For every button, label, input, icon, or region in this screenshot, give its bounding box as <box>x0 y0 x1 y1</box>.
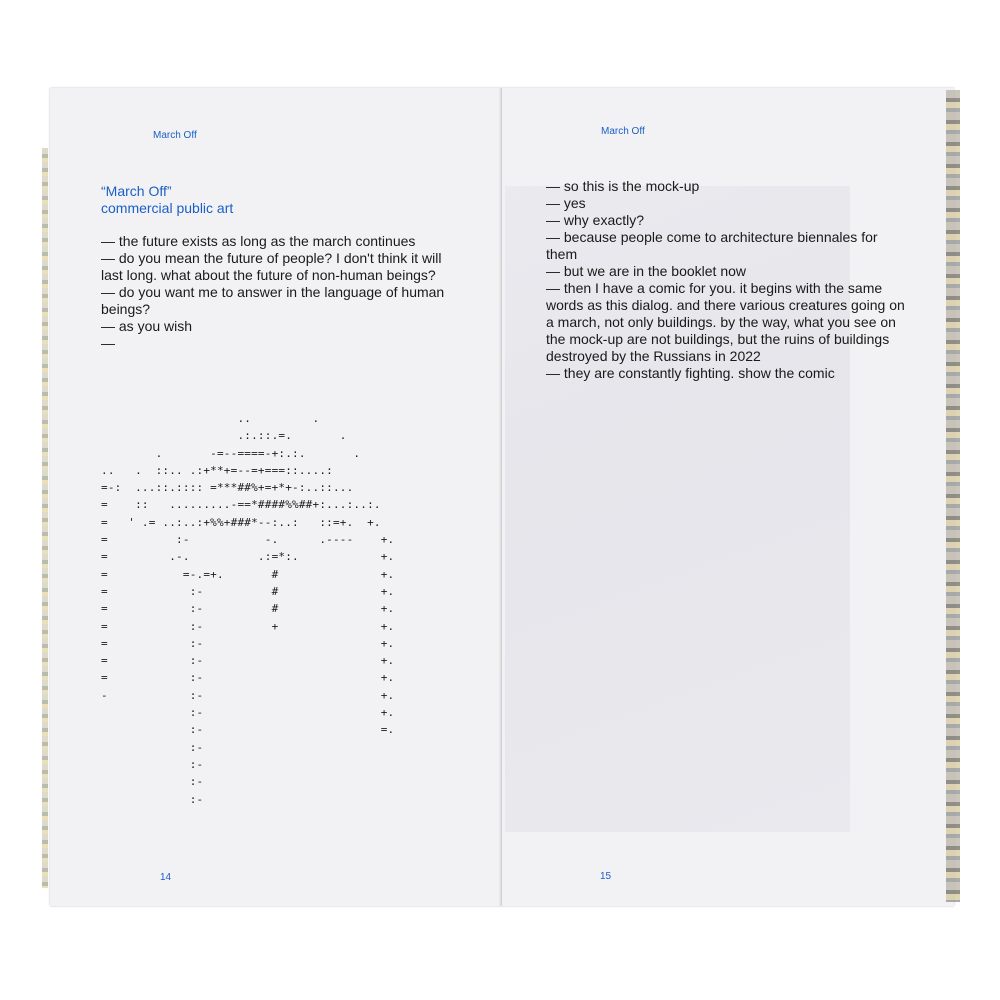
dialog-left <box>101 233 446 352</box>
open-booklet <box>46 88 960 906</box>
dialog-line: — but we are in the booklet now <box>546 263 747 279</box>
running-header-right: March Off <box>601 126 645 137</box>
dialog-line: — they are constantly fighting. show the comic <box>546 365 835 381</box>
article-subtitle: commercial public art <box>101 200 234 216</box>
dialog-line: — do you mean the future of people? I don't think it will last long. what about the future of non-human beings? <box>101 250 442 283</box>
dialog-line: — so this is the mock-up <box>546 178 700 194</box>
left-page <box>50 88 502 906</box>
dialog-line: — <box>101 335 115 351</box>
page-number-left: 14 <box>160 872 172 883</box>
article-title-block <box>101 183 233 217</box>
booklet-edge-right <box>946 90 960 902</box>
dialog-line: — why exactly? <box>546 212 645 228</box>
article-title: “March Off” <box>101 183 172 199</box>
dialog-line: — yes <box>546 195 586 211</box>
dialog-line: — do you want me to answer in the language of human beings? <box>101 284 445 317</box>
running-header-left: March Off <box>153 130 197 141</box>
booklet-edge-left <box>42 148 48 888</box>
dialog-line: — because people come to architecture biennales for them <box>546 229 878 262</box>
right-page <box>502 88 954 906</box>
dialog-line: — the future exists as long as the march continues <box>101 233 416 249</box>
page-number-right: 15 <box>600 871 612 882</box>
ascii-art-illustration: .. . .:.::.=. . . -=--====-+:.:. . .. . ::.. .:+**+=--=+===::....: =-: ...::.:::: =***##%+=+*+-:..::... = :: .........-==*####%%##+:...:..:. = ' .= ..:..:+%%+###*--:..: ::=+. +. = :- -. .---- +. = .-. .:=*:. +. = =-.=+. # +. = :- # +. = :- # +. = :- + +. = :- +. = :- +. = :- +. - :- +. :- +. :- =. :- :- :- :- <box>101 412 395 806</box>
dialog-right <box>546 178 906 382</box>
dialog-line: — as you wish <box>101 318 193 334</box>
dialog-line: — then I have a comic for you. it begins with the same words as this dialog. and there various creatures going on a march, not only buildings. by the way, what you see on the mock-up are not buildings, but the ruins of buildings destroyed by the Russians in 2022 <box>546 280 905 364</box>
